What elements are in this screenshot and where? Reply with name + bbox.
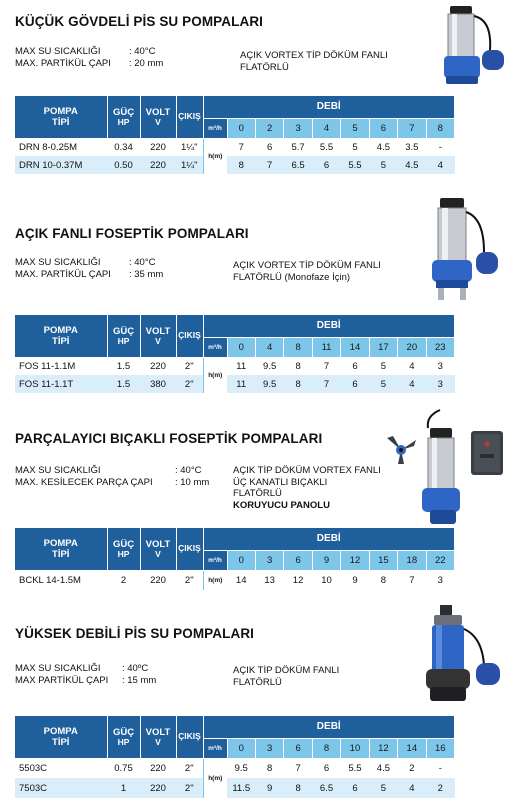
head-value: 10 <box>312 570 340 590</box>
feature-line: AÇIK VORTEX TİP DÖKÜM FANLI <box>240 50 388 61</box>
pump-image <box>416 408 472 526</box>
spec-value: : 40°C <box>129 257 156 268</box>
power-value: 0.50 <box>107 156 140 174</box>
outlet-value: 2" <box>176 570 203 590</box>
table-row <box>15 375 455 393</box>
head-value: 9.5 <box>227 758 255 778</box>
header-pump-type: POMPA TİPİ <box>15 96 107 138</box>
flow-value: 4 <box>312 118 340 138</box>
flow-value: 7 <box>398 118 426 138</box>
table-row <box>15 357 455 375</box>
head-value: 9.5 <box>255 357 283 375</box>
voltage-value: 380 <box>140 375 176 393</box>
performance-table <box>15 528 455 590</box>
head-value: 7 <box>398 570 426 590</box>
section-small-body-pumps <box>0 0 522 190</box>
feature-line: AÇIK VORTEX TİP DÖKÜM FANLI <box>233 260 381 271</box>
head-value: 3 <box>426 357 454 375</box>
head-value: 5.7 <box>284 138 312 156</box>
spec-value: : 40ºC <box>122 663 149 674</box>
header-outlet: ÇIKIŞ <box>176 315 203 357</box>
feature-description <box>233 665 339 688</box>
table-row <box>15 758 455 778</box>
flow-unit: m³/h <box>203 337 227 357</box>
voltage-value: 220 <box>140 156 176 174</box>
section-title: PARÇALAYICI BIÇAKLI FOSEPTİK POMPALARI <box>15 431 323 446</box>
head-value: 3 <box>426 375 454 393</box>
flow-value: 3 <box>255 738 283 758</box>
header-flow: DEBİ <box>203 716 455 738</box>
head-value: 5 <box>369 375 397 393</box>
spec-value: : 10 mm <box>175 476 210 488</box>
head-value: 4 <box>426 156 454 174</box>
head-value: 9 <box>341 570 369 590</box>
header-power: GÜÇ HP <box>107 315 140 357</box>
model-name: FOS 11-1.1M <box>15 357 107 375</box>
head-value: 8 <box>284 375 312 393</box>
blade-image <box>384 434 418 466</box>
head-value: 7 <box>284 758 312 778</box>
header-voltage: VOLT V <box>140 528 176 570</box>
voltage-value: 220 <box>140 138 176 156</box>
pump-image <box>440 2 510 90</box>
flow-value: 20 <box>398 337 426 357</box>
flow-value: 10 <box>341 738 369 758</box>
flow-value: 4 <box>255 337 283 357</box>
head-value: 11 <box>227 375 255 393</box>
spec-list <box>15 46 163 69</box>
pump-image <box>428 192 502 304</box>
spec-label: MAX. PARTİKÜL ÇAPI <box>15 268 111 280</box>
outlet-value: 1¼" <box>176 138 203 156</box>
flow-value: 0 <box>227 118 255 138</box>
head-unit: h(m) <box>203 570 227 590</box>
header-outlet: ÇIKIŞ <box>176 716 203 758</box>
head-value: 4.5 <box>369 758 397 778</box>
power-value: 2 <box>107 570 140 590</box>
header-power: GÜÇ HP <box>107 716 140 758</box>
header-voltage: VOLT V <box>140 96 176 138</box>
voltage-value: 220 <box>140 570 176 590</box>
header-flow: DEBİ <box>203 315 455 337</box>
flow-value: 11 <box>312 337 340 357</box>
flow-value: 23 <box>426 337 454 357</box>
flow-unit: m³/h <box>203 550 227 570</box>
model-name: FOS 11-1.1T <box>15 375 107 393</box>
section-high-flow-dirty-water-pumps <box>0 595 522 810</box>
spec-list <box>15 257 163 280</box>
header-pump-type: POMPA TİPİ <box>15 315 107 357</box>
spec-label: MAX PARTİKÜL ÇAPI <box>15 674 109 686</box>
flow-value: 12 <box>341 550 369 570</box>
spec-label: MAX. PARTİKÜL ÇAPI <box>15 57 111 69</box>
header-pump-type: POMPA TİPİ <box>15 716 107 758</box>
head-value: 8 <box>284 778 312 798</box>
head-value: 7 <box>312 357 340 375</box>
section-title: YÜKSEK DEBİLİ PİS SU POMPALARI <box>15 626 255 641</box>
feature-description <box>233 465 381 511</box>
performance-table <box>15 315 455 393</box>
model-name: 7503C <box>15 778 107 798</box>
head-value: 6.5 <box>284 156 312 174</box>
header-outlet: ÇIKIŞ <box>176 528 203 570</box>
spec-list <box>15 663 156 686</box>
spec-list <box>15 465 209 488</box>
flow-value: 14 <box>398 738 426 758</box>
head-value: 12 <box>284 570 312 590</box>
voltage-value: 220 <box>140 758 176 778</box>
head-value: 11.5 <box>227 778 255 798</box>
table-row <box>15 778 455 798</box>
flow-value: 17 <box>369 337 397 357</box>
head-value: 7 <box>255 156 283 174</box>
head-value: 5.5 <box>341 758 369 778</box>
head-value: 4 <box>398 375 426 393</box>
feature-description <box>240 50 388 73</box>
flow-value: 6 <box>284 738 312 758</box>
table-row <box>15 138 455 156</box>
feature-line: KORUYUCU PANOLU <box>233 499 330 511</box>
model-name: 5503C <box>15 758 107 778</box>
flow-value: 8 <box>426 118 454 138</box>
head-value: 9.5 <box>255 375 283 393</box>
flow-value: 8 <box>312 738 340 758</box>
head-unit: h(m) <box>203 357 227 393</box>
flow-unit: m³/h <box>203 118 227 138</box>
outlet-value: 1¼" <box>176 156 203 174</box>
section-shredder-blade-septic-pumps <box>0 400 522 595</box>
model-name: DRN 8-0.25M <box>15 138 107 156</box>
header-flow: DEBİ <box>203 528 455 550</box>
power-value: 1 <box>107 778 140 798</box>
head-unit: h(m) <box>203 138 227 174</box>
head-value: 14 <box>227 570 255 590</box>
spec-label: MAX SU SICAKLIĞI <box>15 257 101 268</box>
section-open-impeller-septic-pumps <box>0 190 522 400</box>
head-value: 4 <box>398 778 426 798</box>
header-voltage: VOLT V <box>140 716 176 758</box>
head-value: 2 <box>426 778 454 798</box>
performance-table <box>15 96 455 174</box>
head-value: 8 <box>227 156 255 174</box>
head-value: 6 <box>341 778 369 798</box>
flow-unit: m³/h <box>203 738 227 758</box>
flow-value: 2 <box>255 118 283 138</box>
head-value: 5 <box>369 357 397 375</box>
header-power: GÜÇ HP <box>107 528 140 570</box>
head-value: 6 <box>341 375 369 393</box>
flow-value: 18 <box>398 550 426 570</box>
feature-line: AÇIK TİP DÖKÜM FANLI <box>233 665 340 676</box>
flow-value: 22 <box>426 550 454 570</box>
model-name: BCKL 14-1.5M <box>15 570 107 590</box>
head-value: - <box>426 758 454 778</box>
spec-value: : 40°C <box>175 465 202 476</box>
head-value: 4 <box>398 357 426 375</box>
outlet-value: 2" <box>176 375 203 393</box>
header-pump-type: POMPA TİPİ <box>15 528 107 570</box>
head-value: 13 <box>255 570 283 590</box>
head-value: 9 <box>255 778 283 798</box>
head-value: 5.5 <box>341 156 369 174</box>
performance-table <box>15 716 455 798</box>
spec-value: : 15 mm <box>122 674 157 686</box>
flow-value: 0 <box>227 738 255 758</box>
header-power: GÜÇ HP <box>107 96 140 138</box>
head-value: 6 <box>255 138 283 156</box>
flow-value: 14 <box>341 337 369 357</box>
outlet-value: 2" <box>176 778 203 798</box>
head-value: 3.5 <box>398 138 426 156</box>
spec-value: : 20 mm <box>129 57 164 69</box>
head-value: 8 <box>284 357 312 375</box>
voltage-value: 220 <box>140 357 176 375</box>
voltage-value: 220 <box>140 778 176 798</box>
spec-label: MAX. KESİLECEK PARÇA ÇAPI <box>15 476 153 488</box>
head-value: 6 <box>312 758 340 778</box>
section-title: AÇIK FANLI FOSEPTİK POMPALARI <box>15 226 249 241</box>
head-value: 6 <box>341 357 369 375</box>
head-value: 11 <box>227 357 255 375</box>
flow-value: 6 <box>284 550 312 570</box>
head-value: 2 <box>398 758 426 778</box>
head-value: 8 <box>255 758 283 778</box>
feature-line: FLATÖRLÜ <box>233 676 282 688</box>
head-value: 7 <box>312 375 340 393</box>
table-row <box>15 570 455 590</box>
head-value: 6 <box>312 156 340 174</box>
power-value: 0.75 <box>107 758 140 778</box>
flow-value: 0 <box>227 337 255 357</box>
head-value: 5 <box>369 778 397 798</box>
power-value: 0.34 <box>107 138 140 156</box>
header-outlet: ÇIKIŞ <box>176 96 203 138</box>
feature-line: FLATÖRLÜ <box>233 488 282 499</box>
feature-description <box>233 260 381 283</box>
feature-line: FLATÖRLÜ (Monofaze İçin) <box>233 271 351 283</box>
section-title: KÜÇÜK GÖVDELİ PİS SU POMPALARI <box>15 14 264 29</box>
flow-value: 8 <box>284 337 312 357</box>
spec-value: : 40°C <box>129 46 156 57</box>
head-value: - <box>426 138 454 156</box>
flow-value: 0 <box>227 550 255 570</box>
outlet-value: 2" <box>176 357 203 375</box>
flow-value: 6 <box>369 118 397 138</box>
header-flow: DEBİ <box>203 96 455 118</box>
head-value: 3 <box>426 570 454 590</box>
head-unit: h(m) <box>203 758 227 798</box>
head-value: 6.5 <box>312 778 340 798</box>
model-name: DRN 10-0.37M <box>15 156 107 174</box>
power-value: 1.5 <box>107 375 140 393</box>
spec-value: : 35 mm <box>129 268 164 280</box>
head-value: 5 <box>369 156 397 174</box>
control-panel-image <box>470 430 504 476</box>
feature-line: FLATÖRLÜ <box>240 61 289 73</box>
head-value: 4.5 <box>398 156 426 174</box>
flow-value: 16 <box>426 738 454 758</box>
feature-line: AÇIK TİP DÖKÜM VORTEX FANLI <box>233 465 381 476</box>
spec-label: MAX SU SICAKLIĞI <box>15 465 101 476</box>
power-value: 1.5 <box>107 357 140 375</box>
pump-image <box>422 601 504 705</box>
flow-value: 3 <box>255 550 283 570</box>
spec-label: MAX SU SICAKLIĞI <box>15 46 101 57</box>
head-value: 4.5 <box>369 138 397 156</box>
head-value: 7 <box>227 138 255 156</box>
flow-value: 15 <box>369 550 397 570</box>
flow-value: 12 <box>369 738 397 758</box>
head-value: 5 <box>341 138 369 156</box>
flow-value: 5 <box>341 118 369 138</box>
header-voltage: VOLT V <box>140 315 176 357</box>
table-row <box>15 156 455 174</box>
feature-line: ÜÇ KANATLI BIÇAKLI <box>233 476 328 488</box>
head-value: 5.5 <box>312 138 340 156</box>
spec-label: MAX SU SICAKLIĞI <box>15 663 101 674</box>
outlet-value: 2" <box>176 758 203 778</box>
flow-value: 9 <box>312 550 340 570</box>
flow-value: 3 <box>284 118 312 138</box>
head-value: 8 <box>369 570 397 590</box>
